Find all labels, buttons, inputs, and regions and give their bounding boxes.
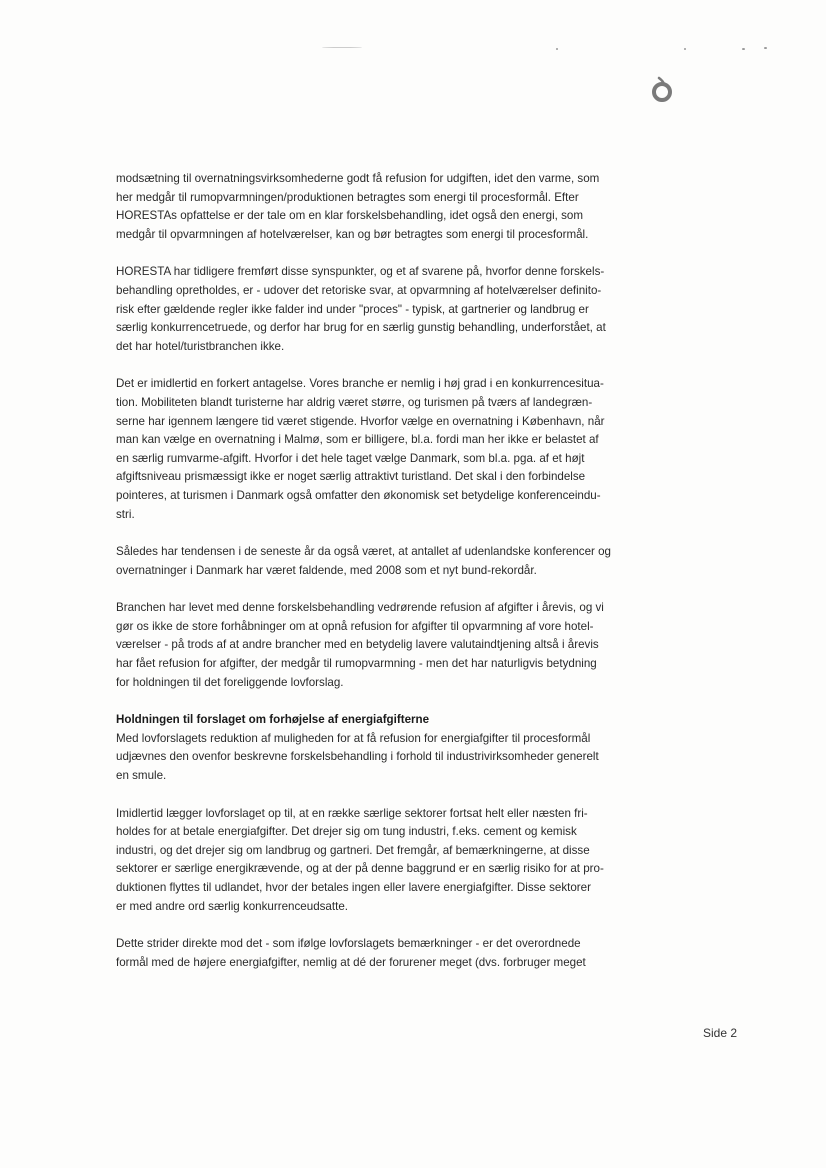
paragraph [116,730,606,786]
text-line: pointeres, at turismen i Danmark også omfatter den økonomisk set betydelige konferenceindu- [116,488,601,502]
text-line: har fået refusion for afgifter, der medgår til rumopvarmning - men det har naturligvis betydning [116,657,597,671]
text-line: det har hotel/turistbranchen ikke. [116,339,285,353]
text-line: Det er imidlertid en forkert antagelse. Vores branche er nemlig i høj grad i en konkurrencesitua- [116,377,604,391]
text-line: særlig konkurrencetruede, og derfor har brug for en særlig gunstig behandling, underforstået, at [116,321,606,335]
text-line: Imidlertid lægger lovforslaget op til, at en række særlige sektorer fortsat helt eller næsten fri- [116,806,588,820]
text-line: risk efter gældende regler ikke falder ind under "proces" - typisk, at gartnerier og landbrug er [116,302,589,316]
text-line: her medgår til rumopvarmningen/produktionen betragtes som energi til procesformål. Efter [116,190,579,204]
text-line: Dette strider direkte mod det - som ifølge lovforslagets bemærkninger - er det overordnede [116,937,581,951]
scan-speck [742,48,745,50]
text-line: tion. Mobiliteten blandt turisterne har aldrig været større, og turismen på tværs af landegræn- [116,395,593,409]
text-line: serne har igennem længere tid været stigende. Hvorfor vælge en overnatning i København, når [116,414,605,428]
document-body [116,170,611,991]
scan-speck [684,48,686,50]
text-line: industri, og det drejer sig om landbrug og gartneri. Det fremgår, af bemærkningerne, at disse [116,843,590,857]
text-line: en smule. [116,769,167,783]
paragraph [116,543,611,580]
text-line: værelser - på trods af at andre brancher med en betydelig lavere valutaindtjening altså i årevis [116,638,599,652]
paragraph [116,263,606,356]
text-line: gør os ikke de store forhåbninger om at opnå refusion for afgifter til opvarmning af vore hotel- [116,619,594,633]
text-line: holdes for at betale energiafgifter. Det drejer sig om tung industri, f.eks. cement og kemisk [116,825,577,839]
text-line: HORESTAs opfattelse er der tale om en klar forskelsbehandling, idet også den energi, som [116,209,583,223]
paragraph [116,935,606,972]
text-line: udjævnes den ovenfor beskrevne forskelsbehandling i forhold til industrivirksomheder generelt [116,750,599,764]
text-line: for holdningen til det foreliggende lovforslag. [116,675,344,689]
paragraph [116,599,606,692]
paragraph [116,805,606,917]
intro-paragraphs [116,170,611,692]
text-line: sektorer er særlige energikrævende, og at der på denne baggrund er en særlig risiko for at pro- [116,862,604,876]
text-line: er med andre ord særlig konkurrenceudsatte. [116,899,348,913]
scan-speck [764,47,767,49]
text-line: stri. [116,507,135,521]
text-line: behandling opretholdes, er - udover det retoriske svar, at opvarmning af hotelværelser definito- [116,283,602,297]
text-line: Branchen har levet med denne forskelsbehandling vedrørende refusion af afgifter i årevis, og vi [116,601,604,615]
text-line: overnatninger i Danmark har været faldende, med 2008 som et nyt bund-rekordår. [116,563,537,577]
text-line: modsætning til overnatningsvirksomhederne godt få refusion for udgiften, idet den varme, som [116,172,600,185]
paragraph [116,375,606,524]
section [116,711,606,972]
scan-speck [322,47,362,48]
horesta-logo-icon [651,76,673,102]
text-line: HORESTA har tidligere fremført disse synspunkter, og et af svarene på, hvorfor denne forskels- [116,265,605,279]
text-line: Med lovforslagets reduktion af muligheden for at få refusion for energiafgifter til procesformål [116,731,591,745]
text-line: man kan vælge en overnatning i Malmø, som er billigere, bl.a. fordi man her ikke er belastet af [116,433,599,447]
text-line: formål med de højere energiafgifter, nemlig at dé der forurener meget (dvs. forbruger meget [116,955,586,969]
text-line: medgår til opvarmningen af hotelværelser, kan og bør betragtes som energi til procesformål. [116,227,589,241]
text-line: Således har tendensen i de seneste år da også været, at antallet af udenlandske konferencer og [116,545,611,559]
text-line: en særlig rumvarme-afgift. Hvorfor i det hele taget vælge Danmark, som bl.a. pga. af et højt [116,451,585,465]
text-line: duktionen flyttes til udlandet, hvor der betales ingen eller lavere energiafgifter. Disse sektorer [116,881,591,894]
section-heading: Holdningen til forslaget om forhøjelse af energiafgifterne [116,713,430,727]
scan-speck [556,48,558,50]
section-paragraphs [116,730,606,973]
paragraph [116,170,606,244]
page-number: Side 2 [703,1026,738,1040]
text-line: afgiftsniveau prismæssigt ikke er noget særlig attraktivt turistland. Det skal i den forbindelse [116,470,586,484]
